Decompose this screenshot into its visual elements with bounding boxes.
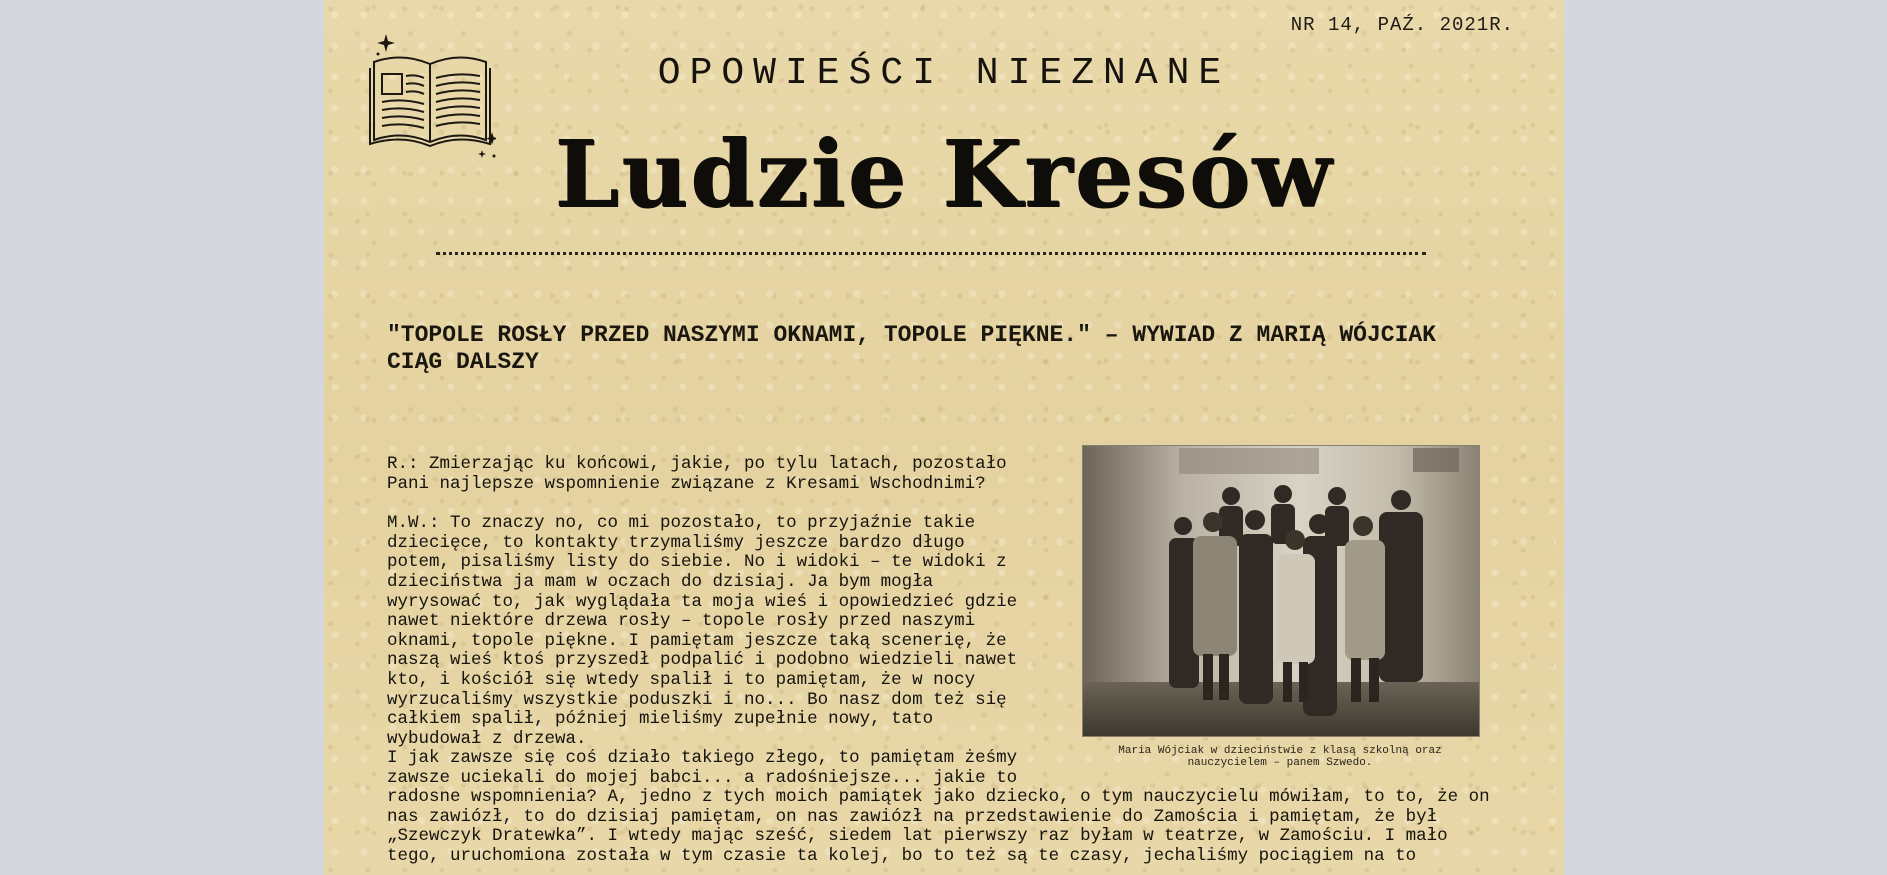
photo-caption	[1082, 745, 1478, 769]
newspaper-page	[324, 0, 1564, 875]
newspaper-title: Ludzie Kresów	[554, 120, 1334, 228]
newspaper-subtitle: OPOWIEŚCI NIEZNANE	[657, 52, 1231, 95]
article-headline	[387, 322, 1487, 376]
article-column	[387, 455, 1027, 789]
headline-line-1: "TOPOLE ROSŁY PRZED NASZYMI OKNAMI, TOPOLE PIĘKNE." – WYWIAD Z MARIĄ WÓJCIAK	[387, 322, 1436, 348]
headline-line-2: CIĄG DALSZY	[387, 349, 539, 375]
issue-number: NR 14, PAŹ. 2021R.	[1290, 14, 1514, 36]
interview-answer: M.W.: To znaczy no, co mi pozostało, to przyjaźnie takie dziecięce, to kontakty trzymaliśmy jeszcze bardzo długo potem, pisaliśmy listy do siebie. No i widoki – te widoki z dzieciństwa ja mam w oczach do dzisiaj. Ja bym mogła wyrysować to, jak wyglądała ta moja wieś i opowiedzieć gdzie nawet niektóre drzewa rosły – topole rosły przed naszymi oknami, topole piękne. I pamiętam jeszcze taką scenerię, że naszą wieś ktoś przyszedł podpalić i podobno wiedzieli nawet kto, i kościół się wtedy spalił i to pamiętam, że w nocy wyrzucaliśmy wszystkie poduszki i no... Bo nasz dom też się całkiem spalił, później mieliśmy zupełnie nowy, tato wybudował z drzewa.	[387, 513, 1018, 749]
class-photo	[1082, 445, 1480, 737]
interview-question: R.: Zmierzając ku końcowi, jakie, po tylu latach, pozostało Pani najlepsze wspomnienie związane z Kresami Wschodnimi?	[387, 454, 1007, 494]
dotted-divider	[436, 252, 1426, 255]
interview-answer-continued: I jak zawsze się coś działo takiego złego, to pamiętam żeśmy zawsze uciekali do mojej babci... a radośniejsze... jakie to	[387, 748, 1018, 788]
caption-line-2: nauczycielem – panem Szwedo.	[1187, 757, 1373, 769]
caption-line-1: Maria Wójciak w dzieciństwie z klasą szkolną oraz	[1118, 745, 1442, 757]
article-full-width-text: radosne wspomnienia? A, jedno z tych moich pamiątek jako dziecko, o tym nauczycielu mówiłam, to to, że on nas zawiózł, to do dzisiaj pamiętam, on nas zawiózł na przedstawienie do Zamościa i pamiętam, że był „Szewczyk Dratewka”. I wtedy mając sześć, siedem lat pierwszy raz byłam w teatrze, w Zamościu. I mało tego, uruchomiona została w tym czasie ta kolej, bo to też są te czasy, jechaliśmy pociągiem na to	[387, 787, 1490, 866]
